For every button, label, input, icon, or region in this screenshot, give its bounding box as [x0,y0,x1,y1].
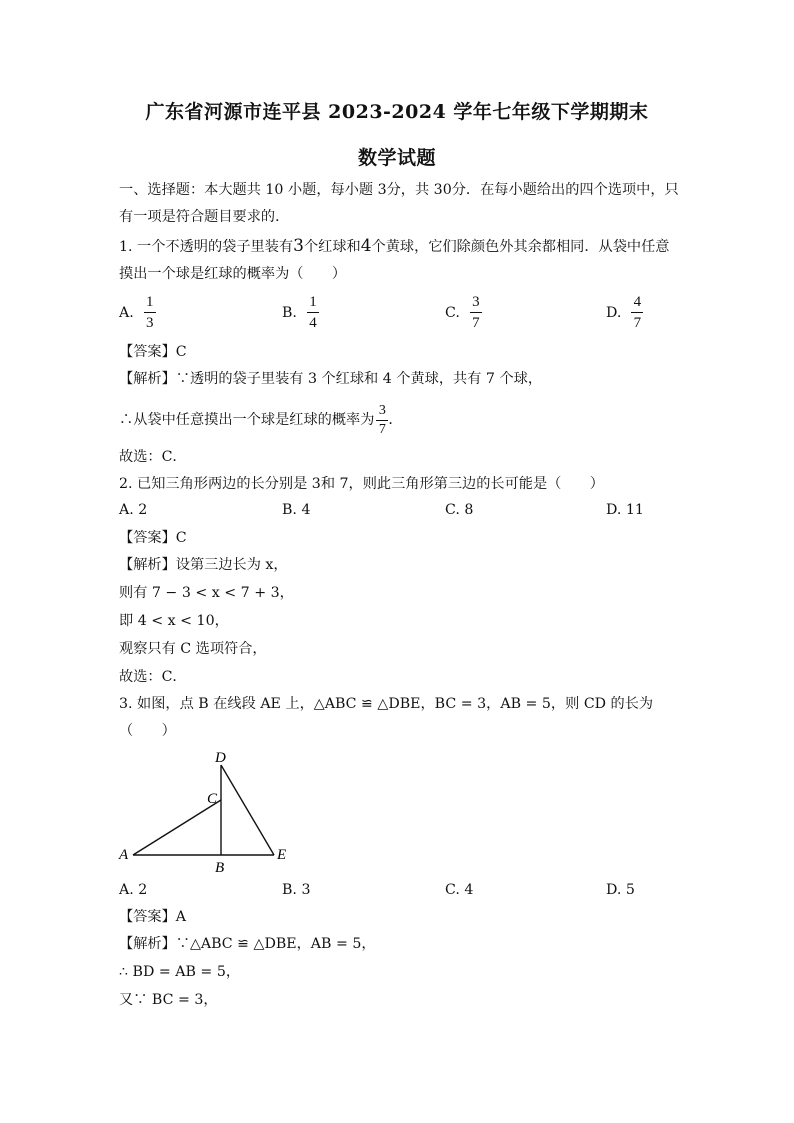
q2-option-d: D. 11 [606,502,644,518]
label-c: C [207,791,218,807]
segment-ac [133,800,221,855]
q3-analysis-line1: 【解析】∵△ABC ≌ △DBE，AB = 5， [119,936,376,952]
numerator: 1 [146,294,154,310]
numerator: 3 [378,402,386,418]
q1-option-fraction [631,293,643,332]
q1-answer: 【答案】C [119,344,187,360]
denominator: 7 [472,315,480,331]
q1-option-letter: B. [282,304,297,321]
q1-option-d [606,293,643,332]
q3-answer: 【答案】A [119,909,186,925]
q2-option-a: A. 2 [119,502,148,518]
q3-analysis-line2: ∴ BD = AB = 5， [119,964,241,980]
q1-choose: 故选：C． [119,449,187,465]
q1-option-fraction [470,293,482,332]
q1-option-fraction [307,293,319,332]
q1-analysis-line2 [119,398,675,442]
label-e: E [277,847,287,863]
q1-options [119,293,679,337]
numerator: 1 [309,294,317,310]
q2-choose: 故选：C． [119,669,187,685]
q3-stem-line1: 3. 如图，点 B 在线段 AE 上，△ABC ≌ △DBE，BC = 3，AB = 5，则 CD 的长为 [119,696,654,712]
q3-option-c: C. 4 [445,882,474,898]
denominator: 3 [146,315,154,331]
q1-stem-part3: 个黄球，它们除颜色外其余都相同．从袋中任意 [371,239,670,255]
q3-analysis-line3: 又∵ BC = 3， [119,992,218,1008]
label-d: D [215,750,226,766]
page-subtitle: 数学试题 [357,147,436,169]
q1-stem-line1 [119,236,675,257]
denominator: 7 [378,421,386,437]
numerator: 4 [633,294,642,310]
denominator: 7 [633,315,642,331]
q1-stem-part1: 1. 一个不透明的袋子里装有 [119,239,294,255]
q3-option-b: B. 3 [282,882,311,898]
q3-option-d: D. 5 [606,882,635,898]
q1-option-letter: C. [445,304,460,321]
q3-stem-line2: （ ） [119,723,176,739]
q2-option-b: B. 4 [282,502,311,518]
q1-option-b [282,293,319,332]
q2-analysis-line3: 即 4 < x < 10， [119,613,229,629]
q2-answer: 【答案】C [119,530,187,546]
section-instructions-line2: 有一项是符合题目要求的． [119,209,290,225]
q2-option-c: C. 8 [445,502,474,518]
label-a: A [119,847,129,863]
q1-stem-line2: 摸出一个球是红球的概率为（ ） [119,266,347,282]
triangle-diagram [116,748,306,876]
q1-analysis-line1: 【解析】∵透明的袋子里装有 3 个红球和 4 个黄球，共有 7 个球， [119,371,543,387]
q1-option-letter: A. [119,304,134,321]
q1-analysis-fraction [376,403,388,438]
denominator: 4 [309,315,317,331]
numerator: 3 [472,294,480,310]
section-instructions-line1: 一、选择题：本大题共 10 小题，每小题 3分，共 30分．在每小题给出的四个选项中，只 [119,182,679,198]
q3-options [119,882,679,902]
q2-options [119,502,679,522]
q1-analysis-text: ∴从袋中任意摸出一个球是红球的概率为 [119,412,375,428]
q1-stem-number2: 4 [360,236,372,256]
q2-analysis-line1: 【解析】设第三边长为 x， [119,557,288,573]
page-title: 广东省河源市连平县 2023-2024 学年七年级下学期期末 [145,101,649,123]
q2-stem: 2. 已知三角形两边的长分别是 3和 7，则此三角形第三边的长可能是（ ） [119,476,604,492]
q1-analysis-end: ． [388,412,403,428]
q1-option-letter: D. [606,304,622,321]
segment-de [221,765,274,855]
q1-stem-part2: 个红球和 [303,239,361,255]
q1-option-fraction [144,293,156,332]
q2-analysis-line4: 观察只有 C 选项符合， [119,641,267,657]
q1-stem-number1: 3 [293,236,304,256]
q2-analysis-line2: 则有 7 − 3 < x < 7 + 3， [119,585,294,601]
q1-option-a [119,293,156,332]
label-b: B [215,860,225,876]
q1-option-c [445,293,482,332]
q3-option-a: A. 2 [119,882,148,898]
